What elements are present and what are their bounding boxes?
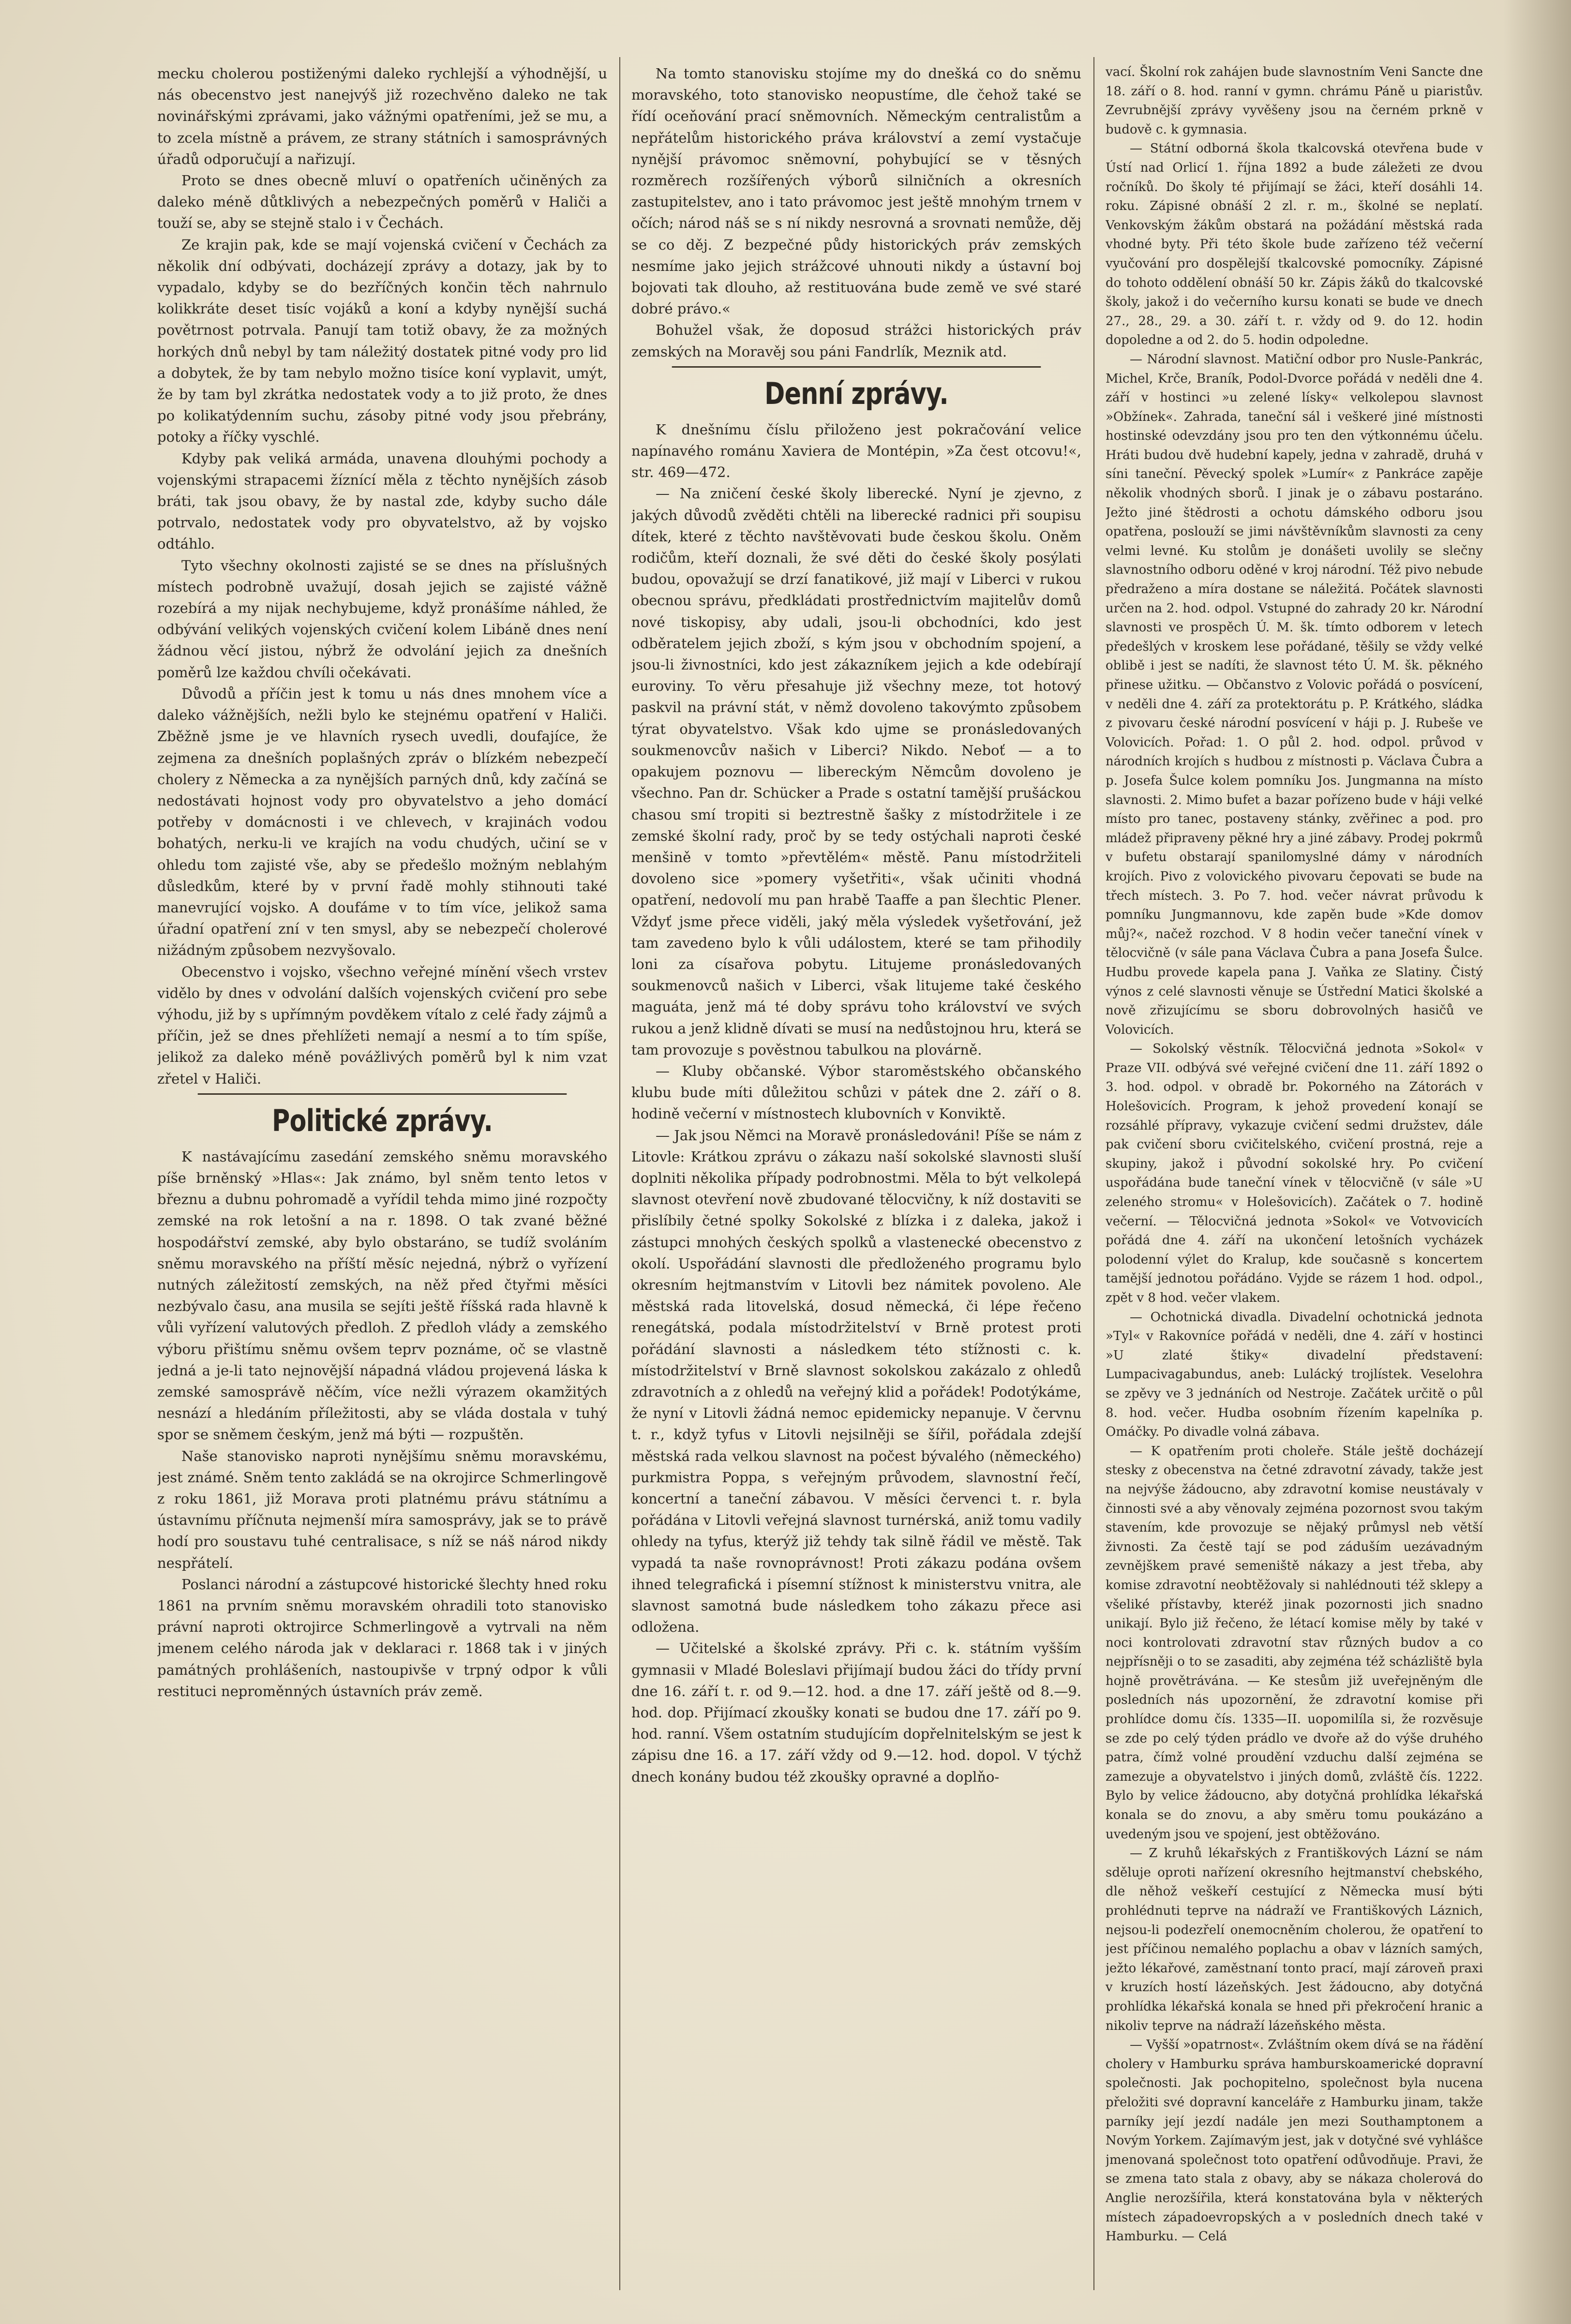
article-paragraph: K dnešnímu číslu přiloženo jest pokračování velice napínavého románu Xaviera de Montépin, »Za čest otcovu!«, str. 469—472. <box>631 421 1081 481</box>
article-paragraph: — Učitelské a školské zprávy. Při c. k. státním vyšším gymnasii v Mladé Boleslavi přijímají budou žáci do třídy první dne 16. září t. r. od 9.—12. hod. a dne 17. září ještě od 8.—9. hod. dop. Přijímací zkoušky konati se budou dne 17. září po 9. hod. ranní. Všem ostatním studujícím dopřelnitelským se jest k zápisu dne 16. a 17. září vždy od 9.—12. hod. dopol. V týchž dnech konány budou též zkoušky opravné a doplňo- <box>631 1640 1081 1785</box>
article-paragraph: — Státní odborná škola tkalcovská otevřena bude v Ústí nad Orlicí 1. října 1892 a bude záležeti ze dvou ročníků. Do školy té přijímají se žáci, kteří dosáhli 14. roku. Zápisné obnáší 2 zl. r. m., školné se neplatí. Venkovským žákům obstará na požádání městská rada vhodné byty. Při této škole bude zařízeno též večerní vyučování pro dospělejší tkalcovské pomocníky. Zápisné do tohoto oddělení obnáší 50 kr. Zápis žáků do tkalcovské školy, jakož i do večerního kursu konati se bude ve dnech 27., 28., 29. a 30. září t. r. vždy od 9. do 12. hodin dopoledne a od 2. do 5. hodin odpoledne. <box>1106 141 1483 348</box>
article-paragraph: — Národní slavnost. Matiční odbor pro Nusle-Pankrác, Michel, Krče, Braník, Podol-Dvorce pořádá v neděli dne 4. září v hostinci »u zelené lísky« velkolepou slavnost »Obžínek«. Zahrada, taneční sál i veškeré jiné místnosti hostinské odevzdány jsou pro ten den výtkonnému účelu. Hráti budou dvě hudební kapely, jedna v zahradě, druhá v síni taneční. Pěvecký spolek »Lumír« z Pankráce zapěje několik vhodných sborů. I jinak je o zábavu postaráno. Ježto jiné štědrosti a ochotu dámského odboru jsou opatřena, poslouží se jimi návštěvníkům slavnosti za ceny velmi levné. Ku stolům je donášeti uvolily se slečny slavnostního odboru oděné v kroj národní. Též pivo nebude předraženo a míra dostane se náležitá. Počátek slavnosti určen na 2. hod. odpol. Vstupné do zahrady 20 kr. Národní slavnosti ve prospěch Ú. M. šk. tímto odborem v letech předešlých v kroskem lese pořádané, těšily se vždy velké oblibě i jest se nadíti, že slavnost této Ú. M. šk. pěkného přinese užitku. — Občanstvo z Volovic pořádá o posvícení, v neděli dne 4. září za protektorátu p. P. Krátkého, sládka z pivovaru české národní posvícení v háji p. J. Rubeše ve Volovicích. Pořad: 1. O půl 2. hod. odpol. průvod v národních krojích s hudbou z místnosti p. Václava Čubra a p. Josefa Šulce kolem pomníku Jos. Jungmanna na místo slavnosti. 2. Mimo bufet a bazar pořízeno bude v háji velké místo pro tanec, postaveny stánky, zvěřinec a pod. pro mládež připraveny pěkné hry a jiné zábavy. Prodej pokrmů v bufetu obstarají spanilomyslné dámy v národních krojích. Pivo z volovického pivovaru čepovati se bude na třech místech. 3. Po 7. hod. večer návrat průvodu k pomníku Jungmannovu, kde zapěn bude »Kde domov můj?«, načež rozchod. V 8 hodin večer taneční vínek v tělocvičně (v sále pana Václava Čubra a pana Josefa Šulce. Hudbu provede kapela pana J. Vaňka ze Slatiny. Čistý výnos z celé slavnosti věnuje se Ústřední Matici školské a nově zřizujícímu se sboru dobrovolných hasičů ve Volovicích. <box>1106 352 1483 1037</box>
column-right <box>1106 63 1483 2295</box>
article-paragraph: Obecenstvo i vojsko, všechno veřejné mínění všech vrstev vidělo by dnes v odvolání dalších vojenských cvičení pro sebe výhodu, již by s upřímným povděkem vítalo z celé řady zájmů a příčin, jež se dnes přehlížeti nemají a nesmí a to tím spíše, jelikož za daleko méně povážlivých poměrů byl k nim vzat zřetel v Haliči. <box>157 963 607 1087</box>
article-paragraph: — Na zničení české školy liberecké. Nyní je zjevno, z jakých důvodů zvěděti chtěli na liberecké radnici při soupisu dítek, které z těchto navštěvovati bude českou školu. Oněm rodičům, kteří doznali, že své děti do české školy posýlati budou, opovažují se drzí fanatikové, již mají v Liberci v rukou obecnou správu, předkládati prostřednictvím majitelův domů nové tiskopisy, aby udali, jsou-li obchodníci, kdo jest odběratelem jejich zboží, s kým jsou v obchodním spojení, a jsou-li živnostníci, kdo jest zákazníkem jejich a kde odebírají euroviny. To věru přesahuje již všechny meze, tot hotový paskvil na právní stát, v němž dovoleno takovýmto způsobem týrat obyvatelstvo. Však kdo ujme se pronásledovaných soukmenovcův našich v Liberci? Nikdo. Neboť — a to opakujem poznovu — libereckým Němcům dovoleno je všechno. Pan dr. Schücker a Prade s ostatní tamější prušáckou chasou smí tropiti si beztrestně šašky z místodržitele i ze zemské školní rady, proč by se tedy ostýchali naproti české menšině v tomto »převtělém« městě. Panu místodržiteli dovoleno sice »pomery vyšetřiti«, však učiniti vhodná opatření, nedovolí mu pan hrabě Taaffe a pan šlechtic Plener. Vždyť jsme přece viděli, jaký měla výsledek vyšetřování, jež tam zavedeno bylo k vůli událostem, které se tam přihodily loni za císařova pobytu. Litujeme pronásledovaných soukmenovců našich v Liberci, však litujeme také českého maguáta, jenž má té doby správu toho království ve svých rukou a jenž klidně dívati se musí na nedůstojnou hru, která se tam provozuje s pověstnou tabulkou na plovárně. <box>631 485 1081 1058</box>
article-paragraph: Naše stanovisko naproti nynějšímu sněmu moravskému, jest známé. Sněm tento zakládá se na okrojirce Schmerlingově z roku 1861, již Morava proti platnému právu státnímu a ústavnímu příčnuta nejmenší míra samosprávy, jak se to právě hodí pro soustavu tuhé centralisace, s níž se náš národ nikdy nespřátelí. <box>157 1447 607 1571</box>
article-paragraph: Ze krajin pak, kde se mají vojenská cvičení v Čechách za několik dní odbývati, docházejí zprávy a dotazy, jak by to vypadalo, kdyby se do bezříčných končin těch nahrnulo kolikkráte deset tisíc vojáků a koní a kdyby nynější suchá povětrnost potrvala. Panují tam totiž obavy, že za možných horkých dnů nebyl by tam náležitý dostatek pitné vody pro lid a dobytek, že by tam nebylo možno tisíce koní vyplavit, umýt, že by tam byl zkrátka nedostatek vody a to již proto, že dnes po kolikatýdenním suchu, zásoby pitné vody jsou přebrány, potoky a říčky vyschlé. <box>157 236 607 446</box>
article-paragraph: — Kluby občanské. Výbor staroměstského občanského klubu bude míti důležitou schůzi v pátek dne 2. září o 8. hodině večerní v místnostech klubovních v Konviktě. <box>631 1062 1081 1122</box>
column-divider <box>1093 57 1094 2290</box>
article-paragraph: Bohužel však, že doposud strážci historických práv zemských na Moravěj sou páni Fandrlík, Meznik atd. <box>631 322 1081 360</box>
article-paragraph: — K opatřením proti choleře. Stále ještě docházejí stesky z obecenstva na četné zdravotní závady, takže jest na nejvýše žádoucno, aby zdravotní komise neustávaly v činnosti své a aby věnovaly zejména pozornost svou takým stavením, kde provozuje se nějaký průmysl neb větší živnosti. Za čestě tají se pod záduším uezávadným zevnějškem pravé semeniště nákazy a jest třeba, aby komise zdravotní neobtěžovaly si nahlédnouti též sklepy a všeliké přístavby, kteréž jinak pozornosti jich snadno unikají. Bylo již řečeno, že létací komise měly by také v noci kontrolovati zdravotní stav různých budov a co nejpřísněji o to se zasaditi, aby zejména též scházliště byla hojně provětrávána. — Ke stesům již uveřejněným dle posledních nás upozornění, že zdravotní komise při prohlídce domu čís. 1335—II. uopomilíla si, že rozvěsuje se zde po celý týden prádlo ve dvoře až do výše druhého patra, čímž volné proudění vzduchu další zejména se zamezuje a obyvatelstvo i jiných domů, zvláště čís. 1222. Bylo by velice žádoucno, aby dotyčná prohlídka lékařská konala se do znovu, a aby směru tomu poukázáno a uvedeným jsou ve spojení, jest obtěžováno. <box>1106 1444 1483 1842</box>
article-paragraph: mecku cholerou postiženými daleko rychlejší a výhodnější, u nás obecenstvo jest nanejvýš již rozechvěno daleko ne tak novinářskými zprávami, jako vážnými opatřeními, jež se mu, a to zcela místně a právem, ze strany státních i samosprávných úřadů odporučují a nařizují. <box>157 65 607 167</box>
article-paragraph: K nastávajícímu zasedání zemského sněmu moravského píše brněnský »Hlas«: Jak známo, byl sněm tento letos v březnu a dubnu pohromadě a vyřídil tehda mimo jiné rozpočty zemské na rok letošní a na r. 1898. O tak zvané běžné hospodářství zemské, aby bylo obstaráno, se tudíž svoláním sněmu moravského na příští měsíc nejedná, nýbrž o vyřízení nutných záležitostí zemských, na něž před čtyřmi měsíci nezbývalo času, ana musila se sejíti ještě říšská rada hlavně k vůli vyřízení valutových předloh. Z předloh vlády a zemského výboru přištímu sněmu ovšem teprv poznáme, oč se vlastně jedná a je-li tato nejnovější nápadná vládou projevená láska k zemské samosprávě něčím, více nežli výrazem okamžitých nesnází a hledáním příležitosti, aby se vláda dostala v tuhý spor se sněmem českým, jenž má býti — rozpuštěn. <box>157 1148 607 1443</box>
article-paragraph: Proto se dnes obecně mluví o opatřeních učiněných za daleko méně důtklivých a nebezpečných poměrů v Haliči a touží se, aby se stejně stalo i v Čechách. <box>157 172 607 232</box>
article-paragraph: Důvodů a příčin jest k tomu u nás dnes mnohem více a daleko vážnějších, nežli bylo ke stejnému opatření v Haliči. Zběžně jsme je ve hlavních rysech uvedli, doufajíce, že zejmena za dnešních poplašných zpráv o blízkém nebezpečí cholery z Německa a za nynějších parných dnů, kdy začíná se nedostávati hojnost vody pro obyvatelstvo a jeho domácí potřeby v domácnosti i ve chlevech, v krajinách vodou bohatých, nerku-li ve krajích na vodu chudých, učiní se v ohledu tom zajisté vše, aby se předešlo možným neblahým důsledkům, které by v první řadě mohly stihnouti také manevrující vojsko. A doufáme v to tím více, jelikož sama úřadní opatření zní v ten smysl, aby se nebezpečí cholerové nižádným způsobem nezvyšovalo. <box>157 685 607 959</box>
section-heading-politicke-zpravy: Politické zprávy. <box>198 1093 567 1140</box>
article-paragraph: Kdyby pak veliká armáda, unavena dlouhými pochody a vojenskými strapacemi žíznící měla z těchto nynějších zásob bráti, tak jsou obavy, že by nastal zde, kdyby sucho dále potrvalo, nedostatek vody pro obyvatelstvo, až by vojsko odtáhlo. <box>157 450 607 552</box>
article-paragraph: Tyto všechny okolnosti zajisté se se dnes na příslušných místech podrobně uvažují, dosah jejich se zajisté vážně rozebírá a my nijak nechybujeme, když pronášíme náhled, že odbývání velikých vojenských cvičení kolem Libáně dnes není žádnou věcí jistou, nýbrž že odvolání jejich za dnešních poměrů lze každou chvíli očekávati. <box>157 557 607 681</box>
column-divider <box>619 57 620 2290</box>
article-paragraph: Poslanci národní a zástupcové historické šlechty hned roku 1861 na prvním sněmu moravském ohradili toto stanovisko právní naproti oktrojirce Schmerlingově a vytrvali na něm jmenem celého národa jak v deklaraci r. 1868 tak i v jiných památných prohlášeních, nastoupivše v trpný odpor k vůli restituci neproměnných ústavních práv země. <box>157 1576 607 1699</box>
section-heading-denni-zpravy: Denní zprávy. <box>672 366 1041 413</box>
article-paragraph: — Z kruhů lékařských z Františkových Lázní se nám sděluje oproti nařízení okresního hejtmanství chebského, dle něhož veškeří cestující z Německa musí býti prohlédnuti teprve na nádraží ve Františkových Láznich, nejsou-li podezřelí onemocněním cholerou, že opatření to jest příčinou nemalého poplachu a obav v lázních samých, ježto lékařové, zaměstnaní tonto prací, mají zároveň praxi v kruzích hostí lázeňských. Jest žádoucno, aby dotyčná prohlídka lékařská konala se hned při překročení hranic a nikoliv teprve na nádraží lázeňského města. <box>1106 1846 1483 2033</box>
article-paragraph: Na tomto stanovisku stojíme my do dnešká co do sněmu moravského, toto stanovisko neopustíme, dle čehož také se řídí oceňování prací sněmovních. Německým centralistům a nepřátelům historického práva království a zemí vystačuje nynější právomoc sněmovní, pohybující se v těsných rozměrech rozšířených výborů silničních a okresních zastupitelstev, ano i tato právomoc jest ještě mnohým trnem v očích; národ náš se s ní nikdy nesrovná a srovnati nemůže, děj se co děj. Z bezpečné půdy historických práv zemských nesmíme jako jejich strážcové uhnouti nikdy a ústavní boj bojovati tak dlouho, až restituována bude země ve své staré dobré právo.« <box>631 65 1081 317</box>
article-paragraph: — Ochotnická divadla. Divadelní ochotnická jednota »Tyl« v Rakovníce pořádá v neděli, dne 4. září v hostinci »U zlaté štiky« divadelní představení: Lumpacivagabundus, aneb: Lulácký trojlístek. Veselohra se zpěvy ve 3 jednáních od Nestroje. Začátek určitě o půl 8. hod. večer. Hudba osobním řízením kapelníka p. Omáčky. Po divadle volná zábava. <box>1106 1310 1483 1440</box>
column-middle <box>631 63 1081 2295</box>
column-left <box>157 63 607 2295</box>
page-edge-shadow <box>1503 0 1571 2324</box>
article-paragraph: — Vyšší »opatrnost«. Zvláštním okem dívá se na řádění cholery v Hamburku správa hamburskoamerické dopravní společnosti. Jak pochopitelno, společnost byla nucena přeložiti své dopravní kanceláře z Hamburku jinam, takže parníky její jezdí nadále jen mezi Southamptonem a Novým Yorkem. Zajímavým jest, jak v dotyčné své vyhlášce jmenovaná společnost toto opatření odůvodňuje. Pravi, že se zmena tato stala z obavy, aby se nákaza cholerová do Anglie nerozšířila, která konstatována byla v některých místech západoevropských a v posledních dnech také v Hamburku. — Celá <box>1106 2038 1483 2244</box>
article-paragraph: — Jak jsou Němci na Moravě pronásledováni! Píše se nám z Litovle: Krátkou zprávu o zákazu naší sokolské slavnosti sluší doplniti několika případy podrobnostmi. Měla to být velkolepá slavnost otevření nově zbudované tělocvičny, k níž dostaviti se přislíbily četné spolky Sokolské z blízka i z daleka, jakož i zástupci mnohých českých spolků a vlastenecké obecenstvo z okolí. Uspořádání slavnosti dle předloženého programu bylo okresním hejtmanstvím v Litovli bez námitek povoleno. Ale městská rada litovelská, dosud německá, či lépe řečeno renegátská, podala místodržitelství v Brně protest proti pořádání slavnosti a následkem této stížnosti c. k. místodržitelství v Brně slavnost sokolskou zakázalo z ohledů zdravotních a z ohledů na veřejný klid a pořádek! Podotýkáme, že nyní v Litovli žádná nemoc epidemicky nepanuje. V červnu t. r., když tyfus v Litovli nejsilněji se šířil, pořádala zdejší městská rada velkou slavnost na počest bývalého (německého) purkmistra Poppa, s veřejným průvodem, slavnostní řečí, koncertní a taneční zábavou. V měsíci červenci t. r. byla pořádána v Litovli veřejná slavnost turnérská, aniž tomu vadily ohledy na tyfus, kterýž již tehdy tak silně řádil ve městě. Tak vypadá ta naše rovnoprávnost! Proti zákazu podána ovšem ihned telegrafická i písemní stížnost k ministerstvu vnitra, ale slavnost samotná bude následkem toho zákazu přece asi odložena. <box>631 1127 1081 1636</box>
article-paragraph: vací. Školní rok zahájen bude slavnostním Veni Sancte dne 18. září o 8. hod. ranní v gymn. chrámu Páně u piaristův. Zevrubnější zprávy vyvěšeny jsou na černém prkně v budově c. k gymnasia. <box>1106 65 1483 137</box>
article-paragraph: — Sokolský věstník. Tělocvičná jednota »Sokol« v Praze VII. odbývá své veřejné cvičení dne 11. září 1892 o 3. hod. odpol. v obradě br. Pokorného na Zátorách v Holešovicích. Program, k jehož provedení konají se rozsáhlé přípravy, vykazuje cvičení sedmi družstev, dále pak cvičení sboru cvičitelského, cvičení prostná, reje a skupiny, jakož i původní sokolské hry. Po cvičení uspořádána bude taneční vínek v tělocvičně (v sále »U zeleného stromu« v Holešovicích). Začátek o 7. hodině večerní. — Tělocvičná jednota »Sokol« ve Votvovicích pořádá dne 4. září na ukončení letošních vycházek polodenní výlet do Kralup, kde současně s koncertem tamější jednotou pořádáno. Vyjde se rázem 1 hod. odpol., zpět v 8 hod. večer vlakem. <box>1106 1042 1483 1305</box>
